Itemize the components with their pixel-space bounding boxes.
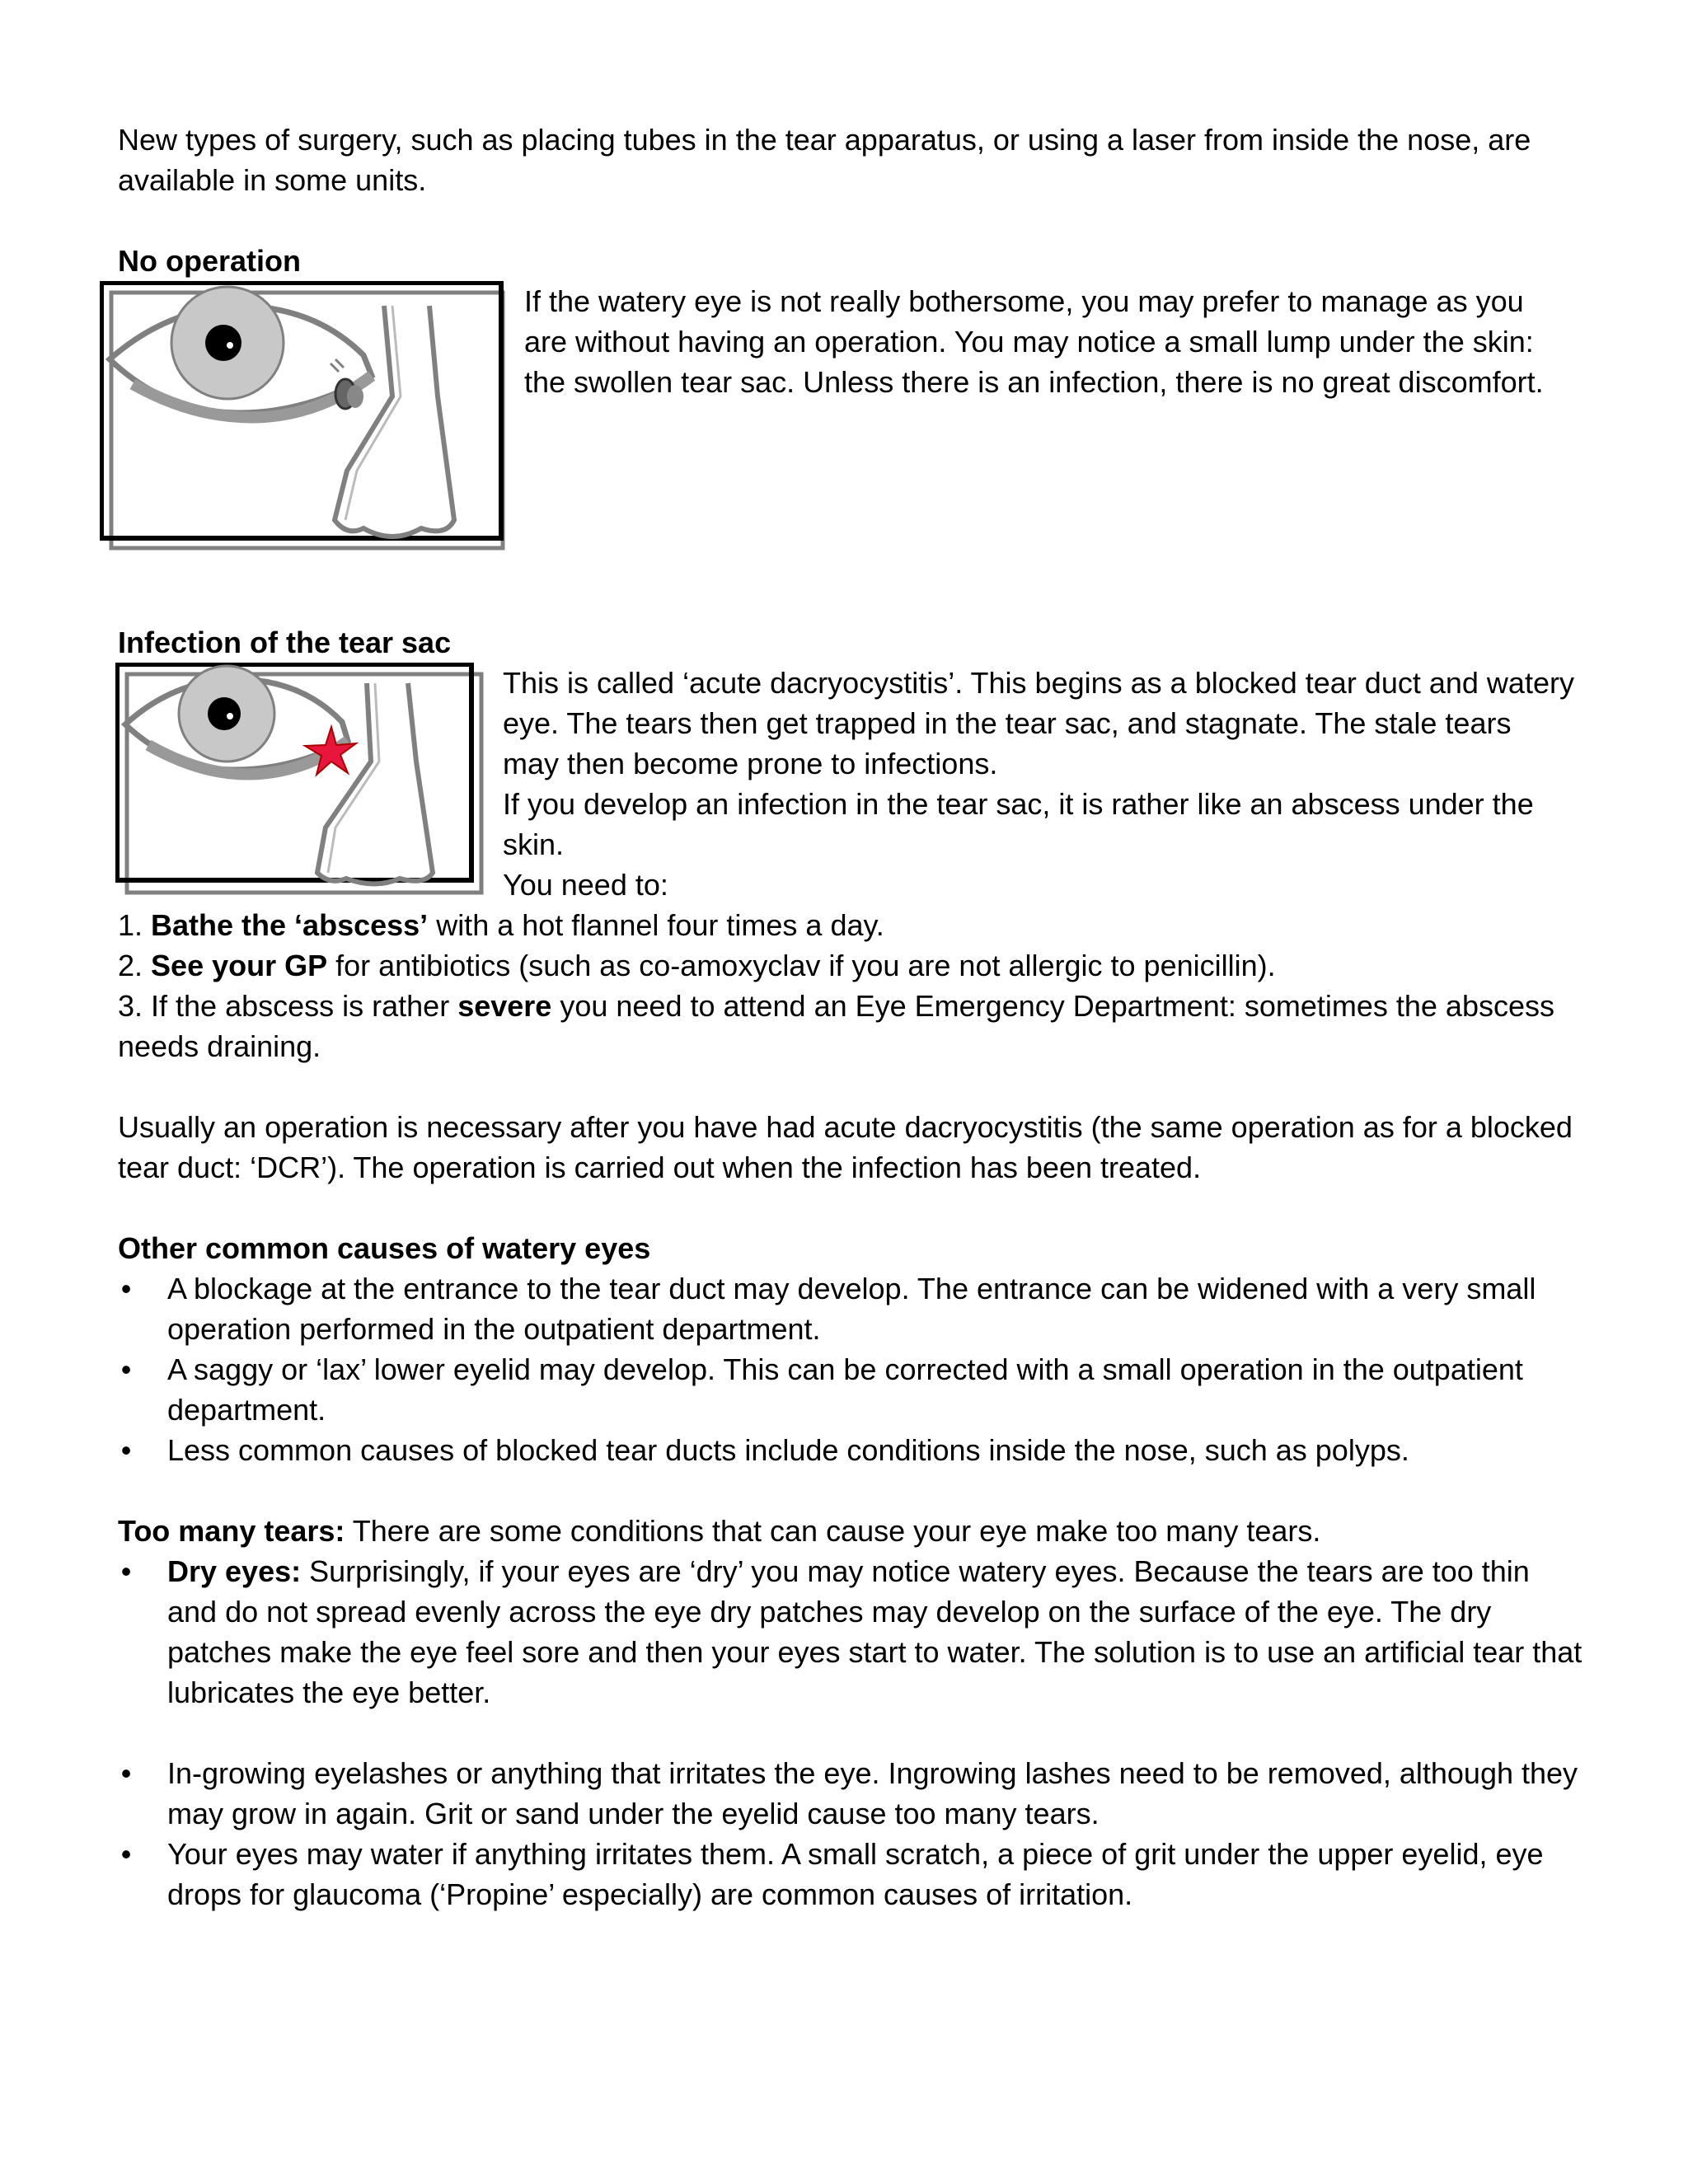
too-many-tears-paragraph: Too many tears: There are some conditions that can cause your eye make too many tears. bbox=[118, 1514, 1321, 1548]
eye-nose-swollen-sac-illustration bbox=[100, 281, 508, 553]
bullet-icon: • bbox=[120, 1837, 132, 1871]
list-item: • Your eyes may water if anything irritates them. A small scratch, a piece of grit under the upper eyelid, eye drops for glaucoma (‘Propine’ especially) are common causes of irritation. bbox=[118, 1834, 1585, 1915]
list-item: • A blockage at the entrance to the tear duct may develop. The entrance can be widened with a very small operation performed in the outpatient department. bbox=[118, 1268, 1585, 1349]
no-operation-section bbox=[118, 281, 1585, 553]
list-item: 1. Bathe the ‘abscess’ with a hot flannel four times a day. bbox=[118, 908, 884, 942]
infection-paragraph-2: If you develop an infection in the tear sac, it is rather like an abscess under the skin. bbox=[503, 787, 1534, 861]
bullet-icon: • bbox=[120, 1433, 132, 1467]
infection-paragraph-1: This is called ‘acute dacryocystitis’. This begins as a blocked tear duct and watery eye. The tears then get trapped in the tear sac, and stagnate. The stale tears may then become prone to infections. bbox=[503, 666, 1574, 780]
infection-heading: Infection of the tear sac bbox=[118, 626, 452, 659]
list-item: • In-growing eyelashes or anything that irritates the eye. Ingrowing lashes need to be removed, although they may grow in again. Grit or sand under the eyelid cause too many tears. bbox=[118, 1753, 1585, 1834]
list-item: • Dry eyes: Surprisingly, if your eyes are ‘dry’ you may notice watery eyes. Because the tears are too thin and do not spread evenly across the eye dry patches may develop on the surface of the eye. The dry patches make the eye feel sore and then your eyes start to water. The solution is to use an artificial tear that lubricates the eye better. bbox=[118, 1551, 1585, 1713]
infection-side-text bbox=[503, 663, 1574, 905]
infection-followup-paragraph: Usually an operation is necessary after you have had acute dacryocystitis (the same operation as for a blocked tear duct: ‘DCR’). The operation is carried out when the infection has been treated. bbox=[118, 1110, 1573, 1184]
infection-steps-list bbox=[118, 905, 1585, 1066]
other-causes-heading: Other common causes of watery eyes bbox=[118, 1231, 651, 1265]
irritation-list bbox=[118, 1753, 1585, 1915]
no-operation-text: If the watery eye is not really bothersome, you may prefer to manage as you are without having an operation. You may notice a small lump under the skin: the swollen tear sac. Unless there is an infection, there is no great discomfort. bbox=[524, 284, 1544, 399]
no-operation-heading: No operation bbox=[118, 244, 301, 278]
too-many-tears-list bbox=[118, 1551, 1585, 1713]
list-item: 3. If the abscess is rather severe you need to attend an Eye Emergency Department: sometimes the abscess needs draining. bbox=[118, 989, 1554, 1063]
bullet-icon: • bbox=[120, 1352, 132, 1386]
infection-paragraph-3: You need to: bbox=[503, 868, 668, 902]
list-item: • Less common causes of blocked tear ducts include conditions inside the nose, such as polyps. bbox=[118, 1430, 1585, 1470]
other-causes-list bbox=[118, 1268, 1585, 1470]
list-item: • A saggy or ‘lax’ lower eyelid may develop. This can be corrected with a small operation in the outpatient department. bbox=[118, 1349, 1585, 1430]
intro-paragraph: New types of surgery, such as placing tubes in the tear apparatus, or using a laser from inside the nose, are available in some units. bbox=[118, 123, 1531, 197]
list-item: 2. See your GP for antibiotics (such as co-amoxyclav if you are not allergic to penicillin). bbox=[118, 949, 1276, 982]
bullet-icon: • bbox=[120, 1272, 132, 1305]
document-page bbox=[118, 120, 1585, 1915]
too-many-tears-heading: Too many tears: bbox=[118, 1514, 345, 1548]
eye-nose-infected-sac-illustration bbox=[115, 663, 486, 898]
bullet-icon: • bbox=[120, 1756, 132, 1790]
infection-section bbox=[118, 663, 1585, 905]
bullet-icon: • bbox=[120, 1554, 132, 1588]
